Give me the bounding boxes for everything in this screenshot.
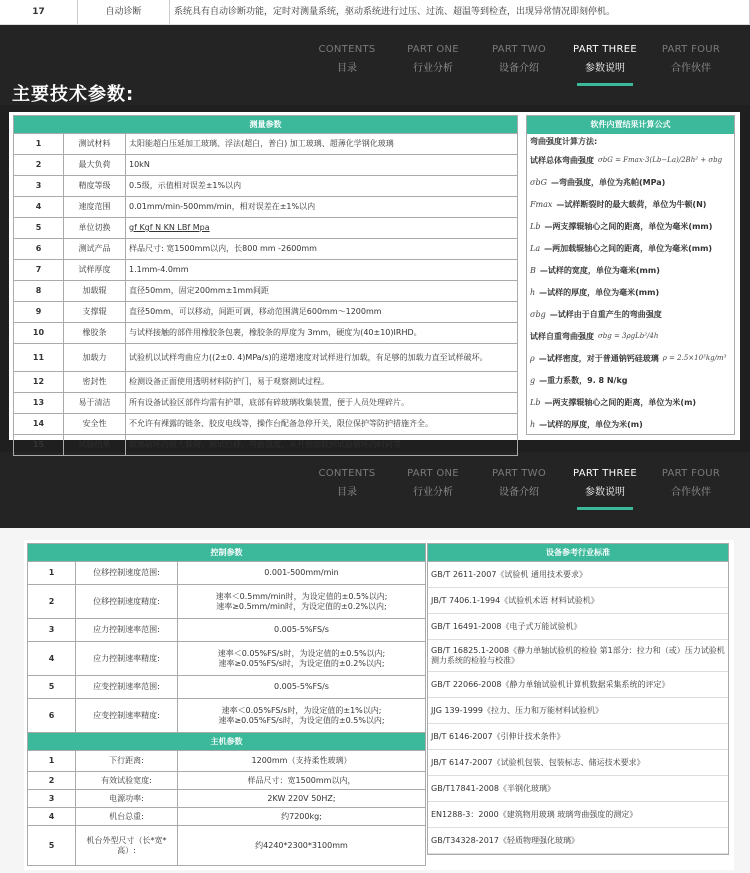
formula-line xyxy=(527,259,734,281)
row-value: gf Kgf N KN LBf Mpa xyxy=(126,218,518,239)
formula-line xyxy=(527,281,734,303)
nav-cn: 目录 xyxy=(337,487,357,498)
row-num: 13 xyxy=(14,393,64,414)
table-header: 控制参数 xyxy=(28,544,426,562)
standards-header: 设备参考行业标准 xyxy=(428,544,728,562)
nav-part-three[interactable] xyxy=(562,466,648,534)
table-row xyxy=(14,155,518,176)
nav-cn: 参数说明 xyxy=(585,487,625,498)
row-num: 5 xyxy=(28,826,76,866)
formula-symbol: g xyxy=(530,375,536,385)
value-line: 0.005-5%FS/s xyxy=(274,682,329,691)
table-row xyxy=(14,414,518,435)
formula-line xyxy=(527,303,734,325)
table-row xyxy=(28,751,426,772)
table-row xyxy=(28,676,426,699)
row-description: 系统具有自动诊断功能，定时对测量系统，驱动系统进行过压、过流、超温等到检查，出现异常情况即刻停机。 xyxy=(170,0,750,24)
formula-text: —两支撑辊轴心之间的距离，单位为米(m) xyxy=(544,397,697,407)
row-num: 1 xyxy=(28,751,76,772)
row-label: 应力控制速率精度: xyxy=(76,642,178,676)
row-num: 5 xyxy=(14,218,64,239)
value-line: 速率＜0.5mm/min时，为设定值的±0.5%以内; xyxy=(215,591,388,601)
formula-math: σbg = 3ρgLb²/4h xyxy=(598,332,659,340)
formula-line xyxy=(527,325,734,347)
standards-panel xyxy=(427,543,729,855)
table-row xyxy=(14,239,518,260)
row-num: 10 xyxy=(14,323,64,344)
nav-en: PART FOUR xyxy=(661,44,721,55)
nav-en: PART TWO xyxy=(491,468,546,479)
nav-contents[interactable] xyxy=(304,42,390,110)
formula-math: σbG = Fmax·3(Lb−La)/2Bh² + σbg xyxy=(598,156,723,164)
formula-text: —试样断裂时的最大载荷，单位为牛顿(N) xyxy=(556,199,707,209)
nav-part-four[interactable] xyxy=(648,42,734,110)
row-num: 1 xyxy=(14,134,64,155)
row-value xyxy=(178,562,426,585)
row-value: 直径50mm，可以移动，间距可调，移动范围满足600mm～1200mm xyxy=(126,302,518,323)
table-header: 主机参数 xyxy=(28,733,426,751)
table-row xyxy=(28,585,426,619)
standard-item: GB/T 22066-2008《静力单轴试验机计算机数据采集系统的评定》 xyxy=(428,672,728,698)
row-value: 玻璃破坏的最大载荷、测试位移、弯曲强度、从开始加载到试验破坏的时间等 xyxy=(126,435,518,456)
table-row xyxy=(14,302,518,323)
nav-cn: 设备介绍 xyxy=(499,487,539,498)
value-line: 0.001-500mm/min xyxy=(264,568,339,577)
row-value: 约4240*2300*3100mm xyxy=(178,826,426,866)
nav-cn: 行业分析 xyxy=(413,63,453,74)
nav-en: PART ONE xyxy=(407,44,459,55)
nav-cn: 设备介绍 xyxy=(499,63,539,74)
row-value: 10kN xyxy=(126,155,518,176)
formula-line xyxy=(527,237,734,259)
nav-en: PART ONE xyxy=(407,468,459,479)
formula-panel xyxy=(526,115,735,435)
nav-part-two[interactable] xyxy=(476,466,562,534)
section-nav-repeat xyxy=(0,466,750,534)
formula-symbol: σbG xyxy=(530,177,547,187)
nav-en: CONTENTS xyxy=(318,44,376,55)
row-value: 样品尺寸：宽1500mm以内， xyxy=(178,772,426,790)
table-header: 测量参数 xyxy=(14,116,518,134)
row-num: 3 xyxy=(28,790,76,808)
standard-item: GB/T34328-2017《轻质物理强化玻璃》 xyxy=(428,828,728,854)
row-num: 8 xyxy=(14,281,64,302)
formula-text: —试样的厚度，单位为毫米(mm) xyxy=(539,287,660,297)
row-num: 6 xyxy=(14,239,64,260)
row-num: 2 xyxy=(28,585,76,619)
row-label: 精度等级 xyxy=(64,176,126,197)
table-row xyxy=(14,435,518,456)
table-row xyxy=(14,372,518,393)
standard-item: GB/T17841-2008《半钢化玻璃》 xyxy=(428,776,728,802)
standard-item: JB/T 6146-2007《引伸计技术条件》 xyxy=(428,724,728,750)
row-value: 与试样接触的部件用橡胶条包裹，橡胶条的厚度为 3mm，硬度为(40±10)IRHD。 xyxy=(126,323,518,344)
row-label: 下行距离: xyxy=(76,751,178,772)
row-value: 样品尺寸: 宽1500mm以内，长800 mm -2600mm xyxy=(126,239,518,260)
row-label: 单位切换 xyxy=(64,218,126,239)
formula-line xyxy=(527,391,734,413)
table-row xyxy=(14,176,518,197)
row-num: 4 xyxy=(14,197,64,218)
row-num: 3 xyxy=(28,619,76,642)
nav-part-one[interactable] xyxy=(390,466,476,534)
standard-item: GB/T 2611-2007《试验机 通用技术要求》 xyxy=(428,562,728,588)
nav-cn: 行业分析 xyxy=(413,487,453,498)
nav-en: PART THREE xyxy=(573,44,637,55)
row-label: 橡胶条 xyxy=(64,323,126,344)
formula-line xyxy=(527,215,734,237)
value-line: 速率＜0.05%FS/s时，为设定值的±0.5%以内; xyxy=(217,648,386,658)
nav-en: PART THREE xyxy=(573,468,637,479)
table-row xyxy=(14,134,518,155)
row-label: 测试产品 xyxy=(64,239,126,260)
row-label: 位移控制速度范围: xyxy=(76,562,178,585)
params-sheet xyxy=(9,112,740,449)
row-num: 1 xyxy=(28,562,76,585)
row-value: 不允许有裸露的链条、胶皮电线等，操作台配备急停开关，限位保护等防护措施齐全。 xyxy=(126,414,518,435)
nav-part-two[interactable] xyxy=(476,42,562,110)
row-value: 直径50mm，固定200mm±1mm间距 xyxy=(126,281,518,302)
nav-contents[interactable] xyxy=(304,466,390,534)
formula-symbol: Fmax xyxy=(530,199,553,209)
formula-line xyxy=(527,369,734,391)
row-value xyxy=(178,699,426,733)
row-label: 自动诊断 xyxy=(78,0,170,24)
standard-item: EN1288-3：2000《建筑物用玻璃 玻璃弯曲强度的测定》 xyxy=(428,802,728,828)
formula-header: 软件内置结果计算公式 xyxy=(527,116,734,134)
row-value: 0.01mm/min-500mm/min，相对误差在±1%以内 xyxy=(126,197,518,218)
standard-item: JB/T 6147-2007《试验机包装、包装标志、储运技术要求》 xyxy=(428,750,728,776)
row-label: 有效试验宽度: xyxy=(76,772,178,790)
formula-text: —试样密度，对于普通钠钙硅玻璃 xyxy=(538,353,659,363)
measurement-params-table xyxy=(13,115,518,456)
table-row xyxy=(14,393,518,414)
formula-symbol: ρ xyxy=(530,353,535,363)
formula-line xyxy=(527,193,734,215)
row-label: 机台外型尺寸（长*宽*高）: xyxy=(76,826,178,866)
row-label: 电源功率: xyxy=(76,790,178,808)
row-label: 试样厚度 xyxy=(64,260,126,281)
nav-en: PART FOUR xyxy=(661,468,721,479)
row-value: 2KW 220V 50HZ; xyxy=(178,790,426,808)
value-line: 速率≥0.05%FS/s时，为设定值的±0.5%以内; xyxy=(218,715,385,725)
table-row xyxy=(14,218,518,239)
row-num: 2 xyxy=(28,772,76,790)
row-num: 5 xyxy=(28,676,76,699)
row-num: 14 xyxy=(14,414,64,435)
formula-symbol: h xyxy=(530,419,536,429)
nav-part-three[interactable] xyxy=(562,42,648,110)
table-row xyxy=(28,808,426,826)
value-line: 0.005-5%FS/s xyxy=(274,625,329,634)
formula-text: —两支撑辊轴心之间的距离，单位为毫米(mm) xyxy=(544,221,713,231)
formula-symbol: B xyxy=(530,265,536,275)
nav-cn: 合作伙伴 xyxy=(671,487,711,498)
nav-cn: 目录 xyxy=(337,63,357,74)
row-value xyxy=(178,642,426,676)
control-sheet xyxy=(24,540,734,870)
formula-text: —试样的宽度，单位为毫米(mm) xyxy=(539,265,660,275)
table-row xyxy=(28,562,426,585)
table-row xyxy=(14,197,518,218)
table-row xyxy=(28,642,426,676)
formula-line xyxy=(527,134,734,149)
row-label: 速度范围 xyxy=(64,197,126,218)
standard-item: GB/T 16825.1-2008《静力单轴试验机的检验 第1部分：拉力和（或）压力试验机测力系统的检验与校准》 xyxy=(428,640,728,672)
row-num: 4 xyxy=(28,808,76,826)
row-value xyxy=(178,619,426,642)
row-label: 应力控制速率范围: xyxy=(76,619,178,642)
formula-symbol: h xyxy=(530,287,536,297)
formula-symbol: Lb xyxy=(530,221,541,231)
row-label: 安全性 xyxy=(64,414,126,435)
nav-en: CONTENTS xyxy=(318,468,376,479)
value-line: 速率≥0.5mm/min时，为设定值的±0.2%以内; xyxy=(216,601,387,611)
row-value: 检测设备正面使用透明材料防护门，易于观察测试过程。 xyxy=(126,372,518,393)
row-label: 支撑辊 xyxy=(64,302,126,323)
row-label: 最大负荷 xyxy=(64,155,126,176)
row-num: 4 xyxy=(28,642,76,676)
active-indicator xyxy=(577,507,633,510)
value-line: 速率≥0.05%FS/s时，为设定值的±0.2%以内; xyxy=(218,658,385,668)
row-label: 应变控制速率范围: xyxy=(76,676,178,699)
formula-math: ρ = 2.5×10³kg/m³ xyxy=(662,354,727,362)
row-label: 应变控制速率精度: xyxy=(76,699,178,733)
table-row xyxy=(28,790,426,808)
nav-cn: 参数说明 xyxy=(585,63,625,74)
previous-table-row xyxy=(0,0,750,25)
row-value: 约7200kg; xyxy=(178,808,426,826)
row-num: 12 xyxy=(14,372,64,393)
row-value: 所有设备试验区部件均需有护罩，底部有碎玻璃收集装置，便于人员处理碎片。 xyxy=(126,393,518,414)
table-row xyxy=(14,323,518,344)
row-num: 11 xyxy=(14,344,64,372)
row-num: 6 xyxy=(28,699,76,733)
nav-part-four[interactable] xyxy=(648,466,734,534)
table-row xyxy=(14,281,518,302)
standard-item: JB/T 7406.1-1994《试验机术语 材料试验机》 xyxy=(428,588,728,614)
formula-text: —试样由于自重产生的弯曲强度 xyxy=(549,309,662,319)
row-num: 3 xyxy=(14,176,64,197)
table-row xyxy=(28,699,426,733)
row-number: 17 xyxy=(0,0,78,24)
table-row xyxy=(14,344,518,372)
row-label: 加载力 xyxy=(64,344,126,372)
formula-symbol: La xyxy=(530,243,541,253)
row-value: 试验机以试样弯曲应力((2±0. 4)MPa/s)的递增速度对试样进行加载，有足够的加载力直至试样破坏。 xyxy=(126,344,518,372)
formula-line xyxy=(527,149,734,171)
formula-text: 弯曲强度计算方法: xyxy=(530,137,598,146)
main-title: 主要技术参数: xyxy=(12,84,135,105)
formula-text: —重力系数，9. 8 N/kg xyxy=(539,375,628,385)
row-label: 试验结果 xyxy=(64,435,126,456)
formula-text: —两加载辊轴心之间的距离，单位为毫米(mm) xyxy=(544,243,713,253)
nav-cn: 合作伙伴 xyxy=(671,63,711,74)
active-indicator xyxy=(577,83,633,86)
row-num: 7 xyxy=(14,260,64,281)
row-label: 密封性 xyxy=(64,372,126,393)
row-value: 1.1mm-4.0mm xyxy=(126,260,518,281)
value-line: 速率＜0.05%FS/s时，为设定值的±1%以内; xyxy=(221,705,382,715)
formula-text: 试样总体弯曲强度 xyxy=(530,155,594,165)
row-label: 加载辊 xyxy=(64,281,126,302)
row-value: 太阳能超白压延加工玻璃、浮法(超白，普白) 加工玻璃、超薄化学钢化玻璃 xyxy=(126,134,518,155)
formula-symbol: σbg xyxy=(530,309,546,319)
formula-line xyxy=(527,171,734,193)
standard-item: GB/T 16491-2008《电子式万能试验机》 xyxy=(428,614,728,640)
row-value xyxy=(178,585,426,619)
row-value: 1200mm（支持柔性玻璃） xyxy=(178,751,426,772)
table-row xyxy=(28,826,426,866)
standard-item: JJG 139-1999《拉力、压力和万能材料试验机》 xyxy=(428,698,728,724)
table-row xyxy=(28,619,426,642)
formula-line xyxy=(527,347,734,369)
row-label: 测试材料 xyxy=(64,134,126,155)
row-num: 9 xyxy=(14,302,64,323)
formula-line xyxy=(527,413,734,435)
table-row xyxy=(28,772,426,790)
row-value xyxy=(178,676,426,699)
row-label: 易于清洁 xyxy=(64,393,126,414)
row-num: 2 xyxy=(14,155,64,176)
table-row xyxy=(14,260,518,281)
control-params-table xyxy=(27,543,426,866)
nav-part-one[interactable] xyxy=(390,42,476,110)
formula-text: 试样自重弯曲强度 xyxy=(530,331,594,341)
row-value: 0.5级，示值相对误差±1%以内 xyxy=(126,176,518,197)
row-label: 机台总重: xyxy=(76,808,178,826)
formula-text: —弯曲强度，单位为兆帕(MPa) xyxy=(550,177,666,187)
nav-en: PART TWO xyxy=(491,44,546,55)
formula-text: —试样的厚度，单位为米(m) xyxy=(539,419,643,429)
row-label: 位移控制速度精度: xyxy=(76,585,178,619)
row-num: 15 xyxy=(14,435,64,456)
formula-symbol: Lb xyxy=(530,397,541,407)
